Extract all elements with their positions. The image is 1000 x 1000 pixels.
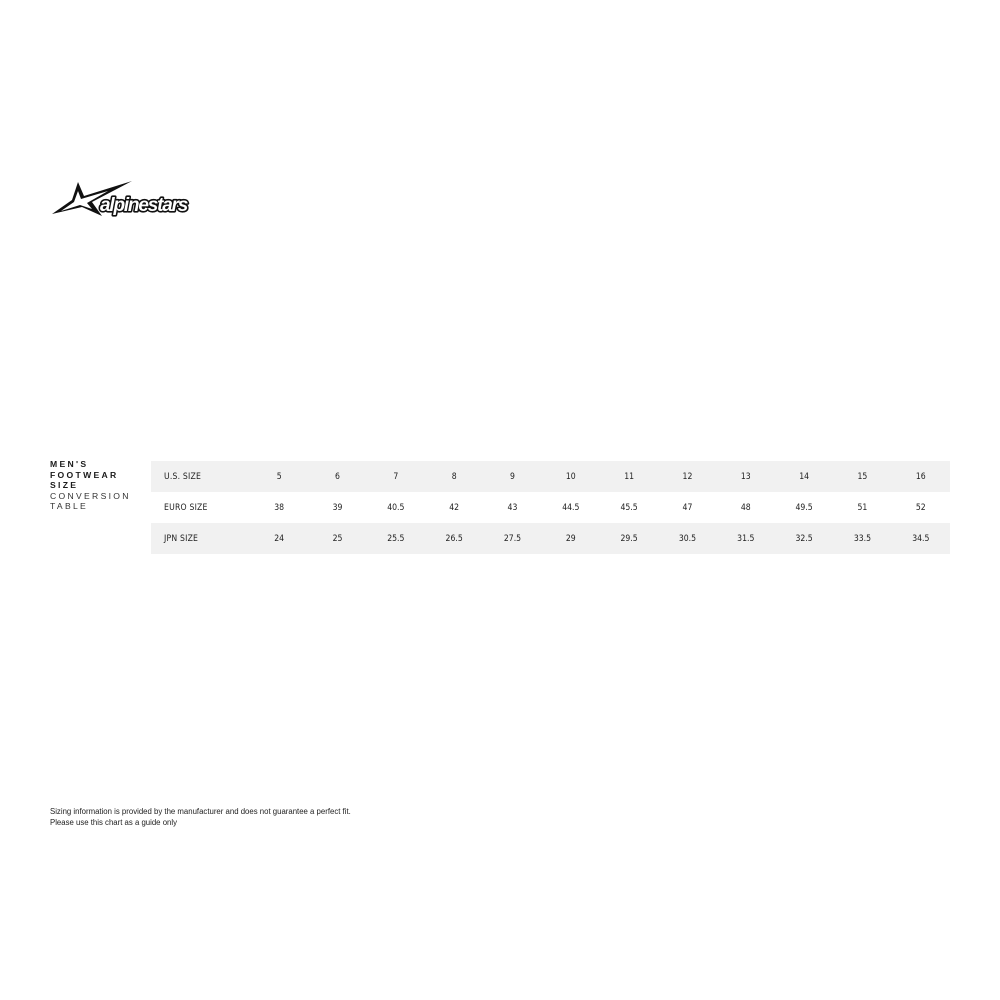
size-cell: 42 — [449, 502, 460, 513]
table-row-euro — [151, 492, 950, 523]
size-cell: 9 — [483, 461, 541, 492]
size-cell: 49.5 — [795, 502, 813, 513]
size-cell: 10 — [542, 461, 600, 492]
size-cell: 34.5 — [892, 523, 950, 554]
size-cell: 25 — [308, 523, 366, 554]
disclaimer-line: Please use this chart as a guide only — [50, 817, 177, 827]
size-cell: 29.5 — [600, 523, 658, 554]
title-line: SIZE — [50, 480, 79, 490]
size-cell: 13 — [717, 461, 775, 492]
alpinestars-star-logo-icon — [50, 178, 222, 220]
size-cell: 30.5 — [658, 523, 716, 554]
size-cell: 52 — [915, 502, 926, 513]
size-cell: 33.5 — [833, 523, 891, 554]
size-cell: 26.5 — [425, 523, 483, 554]
size-cell: 44.5 — [562, 502, 580, 513]
row-label: JPN SIZE — [151, 523, 250, 554]
size-cell: 40.5 — [387, 502, 405, 513]
table-row-jpn — [151, 523, 950, 554]
subtitle-line: TABLE — [50, 501, 89, 511]
size-cell: 14 — [775, 461, 833, 492]
size-cell: 11 — [600, 461, 658, 492]
size-cell: 48 — [740, 502, 751, 513]
size-cell: 51 — [857, 502, 868, 513]
size-cell: 31.5 — [717, 523, 775, 554]
row-label: EURO SIZE — [164, 502, 208, 513]
table-row-us — [151, 461, 950, 492]
size-cell: 8 — [425, 461, 483, 492]
size-cell: 47 — [682, 502, 693, 513]
size-cell: 38 — [274, 502, 285, 513]
size-cell: 16 — [892, 461, 950, 492]
size-cell: 39 — [332, 502, 343, 513]
brand-logo — [50, 178, 222, 220]
size-cell: 5 — [250, 461, 308, 492]
size-cell: 7 — [367, 461, 425, 492]
disclaimer-line: Sizing information is provided by the manufacturer and does not guarantee a perfect fit. — [50, 807, 351, 816]
size-cell: 45.5 — [620, 502, 638, 513]
row-label: U.S. SIZE — [151, 461, 250, 492]
size-cell: 29 — [542, 523, 600, 554]
size-cell: 43 — [507, 502, 518, 513]
table-title — [50, 459, 146, 512]
title-line: FOOTWEAR — [50, 469, 119, 480]
size-cell: 25.5 — [367, 523, 425, 554]
size-cell: 12 — [658, 461, 716, 492]
size-cell: 15 — [833, 461, 891, 492]
subtitle-line: CONVERSION — [50, 490, 131, 501]
size-cell: 32.5 — [775, 523, 833, 554]
size-conversion-table — [151, 461, 950, 554]
logo-wordmark: alpinestars — [100, 195, 188, 216]
size-cell: 27.5 — [483, 523, 541, 554]
size-cell: 6 — [308, 461, 366, 492]
size-cell: 24 — [250, 523, 308, 554]
title-line: MEN'S — [50, 459, 89, 469]
disclaimer — [50, 807, 351, 828]
